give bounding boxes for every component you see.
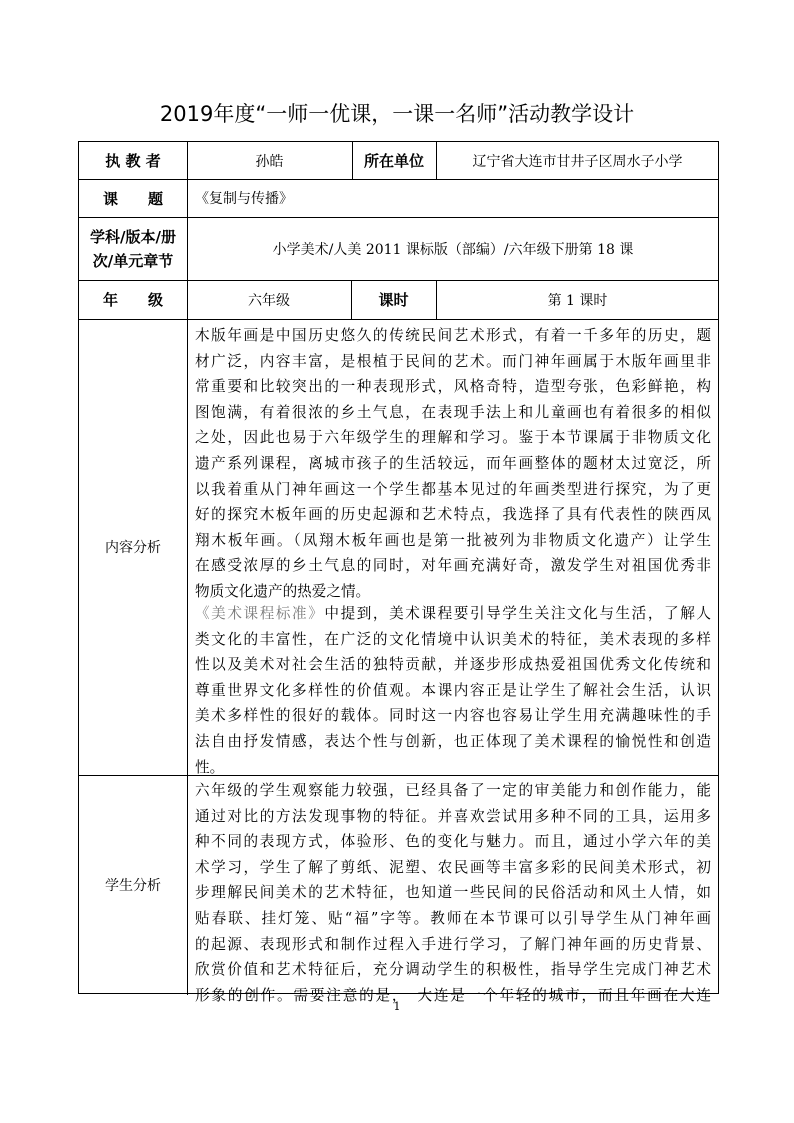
curriculum-standard-quote: 《美术课程标准》 [195, 605, 325, 622]
text-line [195, 601, 711, 627]
text-line: 术学习，学生了解了剪纸、泥塑、农民画等丰富多彩的民间美术形式，初 [195, 858, 711, 876]
edition-label-line2: 次/单元章节 [92, 251, 174, 270]
topic-label: 课 题 [102, 189, 163, 208]
teacher-label: 执 教 者 [105, 152, 161, 170]
text-line: 法自由抒发情感，表达个性与创新，也正体现了美术课程的愉悦性和创造 [195, 732, 711, 750]
text-line: 的起源、表现形式和制作过程入手进行学习，了解门神年画的历史背景、 [195, 935, 711, 953]
text-line: 贴春联、挂灯笼、贴“福”字等。教师在本节课可以引导学生从门神年画 [195, 909, 711, 927]
text-line: 步理解民间美术的艺术特征，也知道一些民间的民俗活动和风土人情，如 [195, 884, 711, 902]
text-line: 性以及美术对社会生活的独特贡献，并逐步形成热爱祖国优秀文化传统和 [195, 656, 711, 674]
text-line: 欣赏价值和艺术特征后，充分调动学生的积极性，指导学生完成门神艺术 [195, 961, 711, 979]
student-analysis-text [195, 778, 711, 1008]
page-number: 1 [393, 1000, 401, 1013]
text-line: 在感受浓厚的乡土气息的同时，对年画充满好奇，激发学生对祖国优秀非 [195, 557, 711, 575]
period-value: 第 1 课时 [547, 292, 608, 309]
teacher-value: 孙皓 [255, 153, 284, 170]
text-line: 类文化的丰富性，在广泛的文化情境中认识美术的特征，美术表现的多样 [195, 630, 711, 648]
edition-label-line1: 学科/版本/册 [90, 227, 176, 246]
grade-label: 年 级 [102, 291, 163, 309]
student-analysis-label: 学生分析 [105, 878, 161, 894]
content-analysis-para1 [195, 323, 711, 605]
text-line: 常重要和比较突出的一种表现形式，风格奇特，造型夸张，色彩鲜艳，构 [195, 378, 711, 396]
text-line: 六年级的学生观察能力较强，已经具备了一定的审美能力和创作能力，能 [195, 782, 711, 799]
lesson-design-table [78, 141, 719, 1004]
unit-value: 辽宁省大连市甘井子区周水子小学 [472, 153, 683, 170]
text-line: 图饱满，有着很浓的乡土气息，在表现手法上和儿童画也有着很多的相似 [195, 403, 711, 421]
edition-label [79, 217, 187, 280]
text-line: 物质文化遗产的热爱之情。 [195, 582, 371, 600]
period-label: 课时 [378, 291, 409, 309]
text-line: 形象的创作。需要注意的是， 大连是一个年轻的城市，而且年画在大连 [195, 986, 711, 1004]
document-title: 2019年度“一师一优课，一课一名师”活动教学设计 [159, 102, 635, 126]
text-line: 之处，因此也易于六年级学生的理解和学习。鉴于本节课属于非物质文化 [195, 429, 711, 447]
text-line: 通过对比的方法发现事物的特征。并喜欢尝试用多种不同的工具，运用多 [195, 807, 711, 825]
text-line: 种不同的表现方式，体验形、色的变化与魅力。而且，通过小学六年的美 [195, 833, 711, 851]
edition-value: 小学美术/人美 2011 课标版（部编）/六年级下册第 18 课 [272, 241, 634, 258]
grade-value: 六年级 [248, 292, 290, 309]
text-line: 性。 [195, 758, 225, 776]
text-line: 木版年画是中国历史悠久的传统民间艺术形式，有着一千多年的历史，题 [195, 327, 711, 344]
text-line: 以我着重从门神年画这一个学生都基本见过的年画类型进行探究，为了更 [195, 480, 711, 498]
text-line: 尊重世界文化多样性的价值观。本课内容正是让学生了解社会生活，认识 [195, 681, 711, 699]
text-span: 中提到，美术课程要引导学生关注文化与生活，了解人 [324, 605, 711, 622]
unit-label: 所在单位 [363, 152, 424, 170]
text-line: 美术多样性的很好的载体。同时这一内容也容易让学生用充满趣味性的手 [195, 707, 711, 725]
content-analysis-label: 内容分析 [105, 540, 161, 556]
text-line: 材广泛，内容丰富，是根植于民间的艺术。而门神年画属于木版年画里非 [195, 352, 711, 370]
content-analysis-para2 [195, 601, 711, 780]
topic-value: 《复制与传播》 [195, 191, 293, 207]
text-line: 好的探究木板年画的历史起源和艺术特点，我选择了具有代表性的陕西凤 [195, 506, 711, 524]
text-line: 翔木板年画。（凤翔木板年画也是第一批被列为非物质文化遗产）让学生 [195, 531, 711, 549]
text-line: 遗产系列课程，离城市孩子的生活较远，而年画整体的题材太过宽泛，所 [195, 454, 711, 472]
